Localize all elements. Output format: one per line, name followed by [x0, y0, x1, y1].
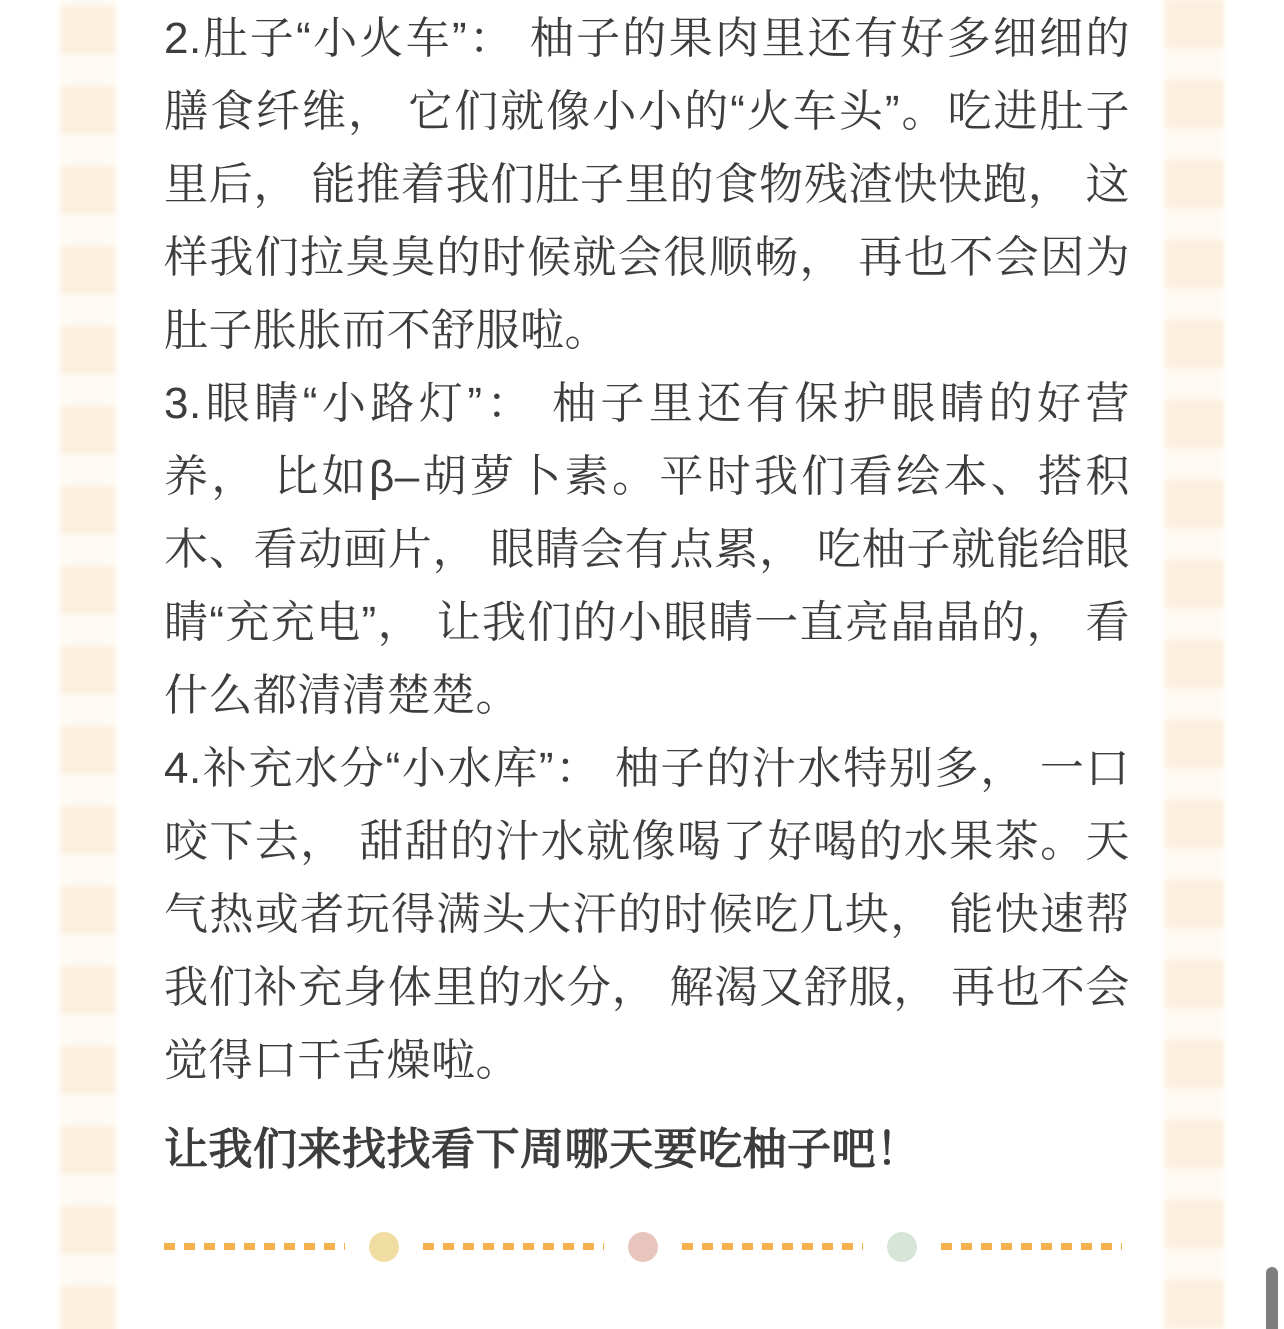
dashed-line-segment [682, 1243, 863, 1250]
paragraph-water-reservoir: 4.补充水分“小水库”： 柚子的汁水特别多， 一口咬下去， 甜甜的汁水就像喝了好喝的水果茶。天气热或者玩得满头大汗的时候吃几块， 能快速帮我们补充身体里的水分， 解渴又舒服， 再也不会觉得口干舌燥啦。 [164, 744, 1130, 1085]
dashed-line-segment [164, 1243, 345, 1250]
divider-dot-pink-icon [628, 1232, 658, 1262]
dashed-line-segment [941, 1243, 1122, 1250]
dashed-line-segment [423, 1243, 604, 1250]
closing-line: 让我们来找找看下周哪天要吃柚子吧！ [164, 1125, 921, 1174]
right-border-decoration [1164, 0, 1224, 1329]
left-border-decoration [60, 0, 116, 1329]
divider-dot-yellow-icon [369, 1232, 399, 1262]
paragraph-eyes-streetlamp: 3.眼睛“小路灯”： 柚子里还有保护眼睛的好营养， 比如β–胡萝卜素。平时我们看绘本、搭积木、看动画片， 眼睛会有点累， 吃柚子就能给眼睛“充充电”， 让我们的小眼睛一直亮晶晶的， 看什么都清清楚楚。 [164, 379, 1130, 720]
divider-dot-green-icon [887, 1232, 917, 1262]
section-divider [164, 1230, 1122, 1262]
scrollbar-thumb[interactable] [1266, 1267, 1278, 1329]
article-content [164, 0, 1130, 1262]
paragraph-belly-train: 2.肚子“小火车”： 柚子的果肉里还有好多细细的膳食纤维， 它们就像小小的“火车头”。吃进肚子里后， 能推着我们肚子里的食物残渣快快跑， 这样我们拉臭臭的时候就会很顺畅， 再也不会因为肚子胀胀而不舒服啦。 [164, 14, 1130, 355]
